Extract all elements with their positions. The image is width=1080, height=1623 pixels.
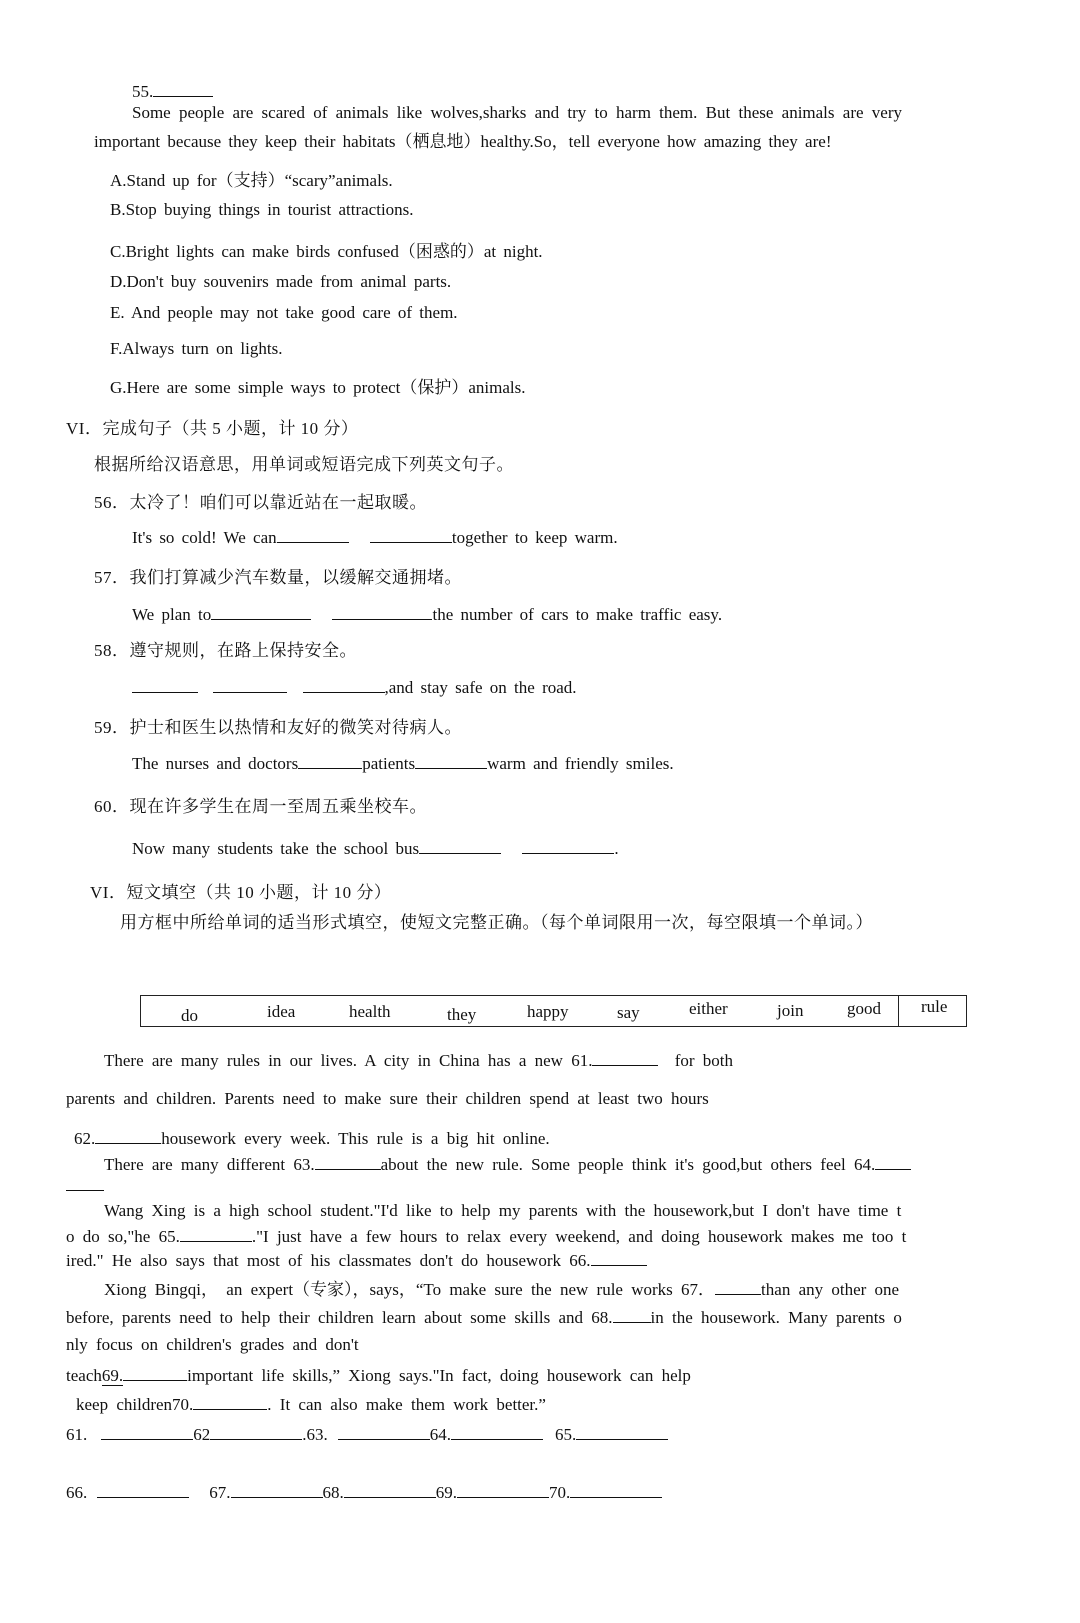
word-box-item: join <box>777 1001 804 1020</box>
q60-chinese: 60．现在许多学生在周一至周五乘坐校车。 <box>94 797 427 816</box>
word-box-item: say <box>617 1003 640 1022</box>
section7-heading: VI．短文填空（共 10 小题，计 10 分） <box>90 883 392 902</box>
word-box-item: they <box>447 1005 477 1024</box>
q59-blank-2[interactable] <box>415 752 487 769</box>
blank-69[interactable] <box>123 1364 187 1381</box>
q57-text-b: the number of cars to make traffic easy. <box>432 605 723 624</box>
answer-row-2 <box>66 1481 662 1503</box>
answer-blank-65[interactable] <box>576 1423 668 1440</box>
answer-label: 65. <box>555 1425 577 1444</box>
option-c: C.Bright lights can make birds confused（困惑的）at night. <box>110 242 543 261</box>
q58-blank-1[interactable] <box>132 676 198 693</box>
q56-text-b: together to keep warm. <box>451 528 618 547</box>
passage-p2-line1 <box>104 1153 911 1175</box>
q58-blank-3[interactable] <box>303 676 385 693</box>
passage-text: There are many rules in our lives. A city in China has a new 61. <box>104 1051 593 1070</box>
passage-p1-line1 <box>104 1049 733 1071</box>
passage-p4-line2 <box>66 1306 902 1328</box>
q56-chinese: 56．太冷了！咱们可以靠近站在一起取暖。 <box>94 493 427 512</box>
blank-70[interactable] <box>193 1393 267 1410</box>
answer-label: 69. <box>435 1483 457 1502</box>
blank-66[interactable] <box>591 1249 647 1266</box>
blank-61[interactable] <box>592 1049 658 1066</box>
blank-64[interactable] <box>875 1153 911 1170</box>
q55-text-line1: Some people are scared of animals like wolves,sharks and try to harm them. But these animals are very <box>132 103 902 122</box>
q60-text-b: . <box>614 839 619 858</box>
answer-row-1 <box>66 1423 668 1445</box>
word-box-item: rule <box>921 997 948 1016</box>
q57-text-a: We plan to <box>132 605 212 624</box>
q55-number <box>132 80 213 102</box>
q57-chinese: 57．我们打算减少汽车数量，以缓解交通拥堵。 <box>94 568 462 587</box>
word-box-item: idea <box>267 1002 296 1021</box>
passage-text: teach <box>66 1366 102 1385</box>
option-g: G.Here are some simple ways to protect（保护）animals. <box>110 378 526 397</box>
word-box <box>140 995 967 1027</box>
q57-english <box>132 603 722 625</box>
word-box-divider <box>898 996 899 1026</box>
passage-p4-line1 <box>104 1275 899 1300</box>
passage-text: before, parents need to help their children learn about some skills and 68. <box>66 1308 613 1327</box>
q60-blank-1[interactable] <box>419 837 501 854</box>
blank-63[interactable] <box>315 1153 381 1170</box>
q56-english <box>132 526 618 548</box>
passage-text: housework every week. This rule is a big hit online. <box>161 1129 550 1148</box>
passage-text: ired." He also says that most of his classmates don't do housework 66. <box>66 1251 591 1270</box>
word-box-item: good <box>847 999 881 1018</box>
blank-62[interactable] <box>95 1127 161 1144</box>
answer-label: 62 <box>193 1425 211 1444</box>
word-box-item: happy <box>527 1002 569 1021</box>
answer-blank-69[interactable] <box>457 1481 549 1498</box>
passage-text: for both <box>674 1051 733 1070</box>
passage-text: ."I just have a few hours to relax every weekend, and doing housework makes me too t <box>251 1227 907 1246</box>
option-f: F.Always turn on lights. <box>110 339 283 358</box>
q60-english <box>132 837 619 859</box>
blank-68[interactable] <box>613 1306 651 1323</box>
q59-text-b: patients <box>362 754 416 773</box>
passage-text: than any other one <box>761 1280 900 1299</box>
passage-p4-line4 <box>66 1364 691 1386</box>
q58-blank-2[interactable] <box>213 676 287 693</box>
q56-blank-2[interactable] <box>370 526 452 543</box>
blank-67[interactable] <box>715 1278 761 1295</box>
answer-blank-66[interactable] <box>97 1481 189 1498</box>
passage-p3-line1: Wang Xing is a high school student."I'd like to help my parents with the housework,but I don't have time t <box>104 1201 902 1220</box>
answer-blank-64[interactable] <box>451 1423 543 1440</box>
option-a: A.Stand up for（支持）“scary”animals. <box>110 171 393 190</box>
passage-text: o do so,"he 65. <box>66 1227 180 1246</box>
q55-text-line2: important because they keep their habitats（栖息地）healthy.So，tell everyone how amazing they are! <box>94 132 832 151</box>
section7-instruction: 用方框中所给单词的适当形式填空，使短文完整正确。（每个单词限用一次，每空限填一个单词。） <box>120 913 873 932</box>
passage-p3-line2 <box>66 1225 906 1247</box>
q57-blank-2[interactable] <box>332 603 432 620</box>
word-box-item: either <box>689 999 728 1018</box>
passage-text: 62. <box>74 1129 96 1148</box>
answer-blank-61[interactable] <box>101 1423 193 1440</box>
section6-instruction: 根据所给汉语意思，用单词或短语完成下列英文句子。 <box>94 455 514 474</box>
q59-english <box>132 752 674 774</box>
answer-blank-70[interactable] <box>570 1481 662 1498</box>
passage-text: Xiong Bingqi， an expert（专家），says，“To make sure the new rule works 67． <box>104 1280 716 1299</box>
answer-label: 67. <box>209 1483 231 1502</box>
blank-64-continued[interactable] <box>66 1190 104 1191</box>
word-box-item: do <box>181 1006 198 1025</box>
answer-blank-68[interactable] <box>344 1481 436 1498</box>
answer-label: .63. <box>302 1425 328 1444</box>
passage-text: about the new rule. Some people think it's good,but others feel 64. <box>380 1155 876 1174</box>
q58-english <box>132 676 577 698</box>
passage-text: . It can also make them work better.” <box>267 1395 546 1414</box>
q56-text-a: It's so cold! We can <box>132 528 277 547</box>
q58-text-b: ,and stay safe on the road. <box>384 678 577 697</box>
answer-label: 66. <box>66 1483 88 1502</box>
option-d: D.Don't buy souvenirs made from animal parts. <box>110 272 452 291</box>
option-e: E. And people may not take good care of them. <box>110 303 458 322</box>
passage-p1-line2: parents and children. Parents need to make sure their children spend at least two hours <box>66 1089 709 1108</box>
passage-p4-line5 <box>76 1393 546 1415</box>
q60-blank-2[interactable] <box>522 837 614 854</box>
passage-text: keep children70. <box>76 1395 194 1414</box>
passage-text: There are many different 63. <box>104 1155 315 1174</box>
answer-label: 64. <box>429 1425 451 1444</box>
q59-text-a: The nurses and doctors <box>132 754 299 773</box>
answer-blank-67[interactable] <box>231 1481 323 1498</box>
passage-p4-line3: nly focus on children's grades and don't <box>66 1335 359 1354</box>
passage-p1-line3 <box>74 1127 550 1149</box>
answer-label: 68. <box>322 1483 344 1502</box>
q60-text-a: Now many students take the school bus <box>132 839 420 858</box>
passage-text: in the housework. Many parents o <box>650 1308 902 1327</box>
passage-text: important life skills,” Xiong says."In fact, doing housework can help <box>187 1366 691 1385</box>
q58-chinese: 58．遵守规则，在路上保持安全。 <box>94 641 357 660</box>
word-box-item: health <box>349 1002 391 1021</box>
q59-blank-1[interactable] <box>298 752 362 769</box>
passage-p3-line3 <box>66 1249 647 1271</box>
passage-text-underlined: 69. <box>101 1366 124 1385</box>
q59-text-c: warm and friendly smiles. <box>487 754 674 773</box>
option-b: B.Stop buying things in tourist attractions. <box>110 200 414 219</box>
q55-number-text: 55. <box>132 82 154 101</box>
q59-chinese: 59．护士和医生以热情和友好的微笑对待病人。 <box>94 718 462 737</box>
answer-blank-62[interactable] <box>210 1423 302 1440</box>
answer-label: 70. <box>549 1483 571 1502</box>
answer-blank-63[interactable] <box>338 1423 430 1440</box>
answer-label: 61. <box>66 1425 88 1444</box>
q55-answer-blank[interactable] <box>153 80 213 97</box>
blank-65[interactable] <box>180 1225 252 1242</box>
q57-blank-1[interactable] <box>211 603 311 620</box>
section6-heading: VI．完成句子（共 5 小题，计 10 分） <box>66 419 359 438</box>
q56-blank-1[interactable] <box>277 526 349 543</box>
